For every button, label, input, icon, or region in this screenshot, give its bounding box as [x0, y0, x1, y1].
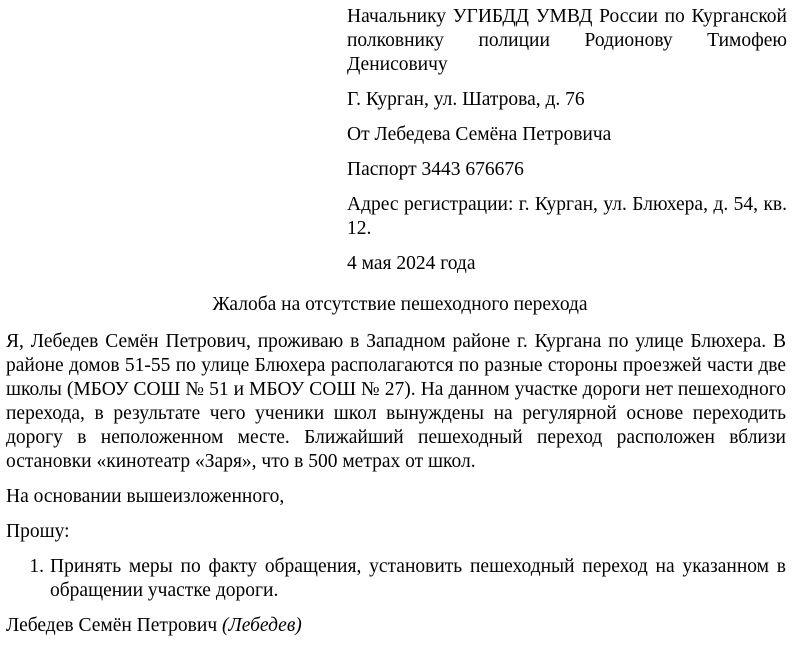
request-heading: Прошу:: [6, 521, 70, 542]
document-title: Жалоба на отсутствие пешеходного перехода: [212, 294, 588, 315]
request-text: Принять меры по факту обращения, установить пешеходный переход на указанном в обращении участке дороги.: [50, 556, 786, 601]
sender-name: От Лебедева Семёна Петровича: [347, 124, 612, 145]
handwritten-signature: (Лебедев): [222, 615, 302, 636]
request-list: [6, 555, 786, 603]
addressee-address: Г. Курган, ул. Шатрова, д. 76: [347, 89, 585, 110]
sender-passport: Паспорт 3443 676676: [347, 159, 524, 180]
basis-paragraph: На основании вышеизложенного,: [6, 486, 285, 507]
request-item: [6, 555, 786, 603]
sender-registration: Адрес регистрации: г. Курган, ул. Блюхера, д. 54, кв. 12.: [347, 194, 787, 239]
addressee: Начальнику УГИБДД УМВД России по Курганской полковнику полиции Родионову Тимофею Денисовичу: [347, 6, 787, 75]
complaint-paragraph: Я, Лебедев Семён Петрович, проживаю в Западном районе г. Кургана по улице Блюхера. В районе домов 51-55 по улице Блюхера располагаются по разные стороны проезжей части две школы (МБОУ СОШ № 51 и МБОУ СОШ № 27). На данном участке дороги нет пешеходного перехода, в результате чего ученики школ вынуждены на регулярной основе переходить дорогу в неположенном месте. Ближайший пешеходный переход расположен вблизи остановки «кинотеатр «Заря», что в 500 метрах от школ.: [6, 331, 786, 472]
document-date: 4 мая 2024 года: [347, 253, 476, 274]
signature-name: Лебедев Семён Петрович: [6, 615, 218, 636]
document-body: [6, 330, 786, 649]
document-header: [347, 5, 787, 287]
signature-line: [6, 614, 786, 638]
request-number: 1.: [29, 556, 44, 577]
